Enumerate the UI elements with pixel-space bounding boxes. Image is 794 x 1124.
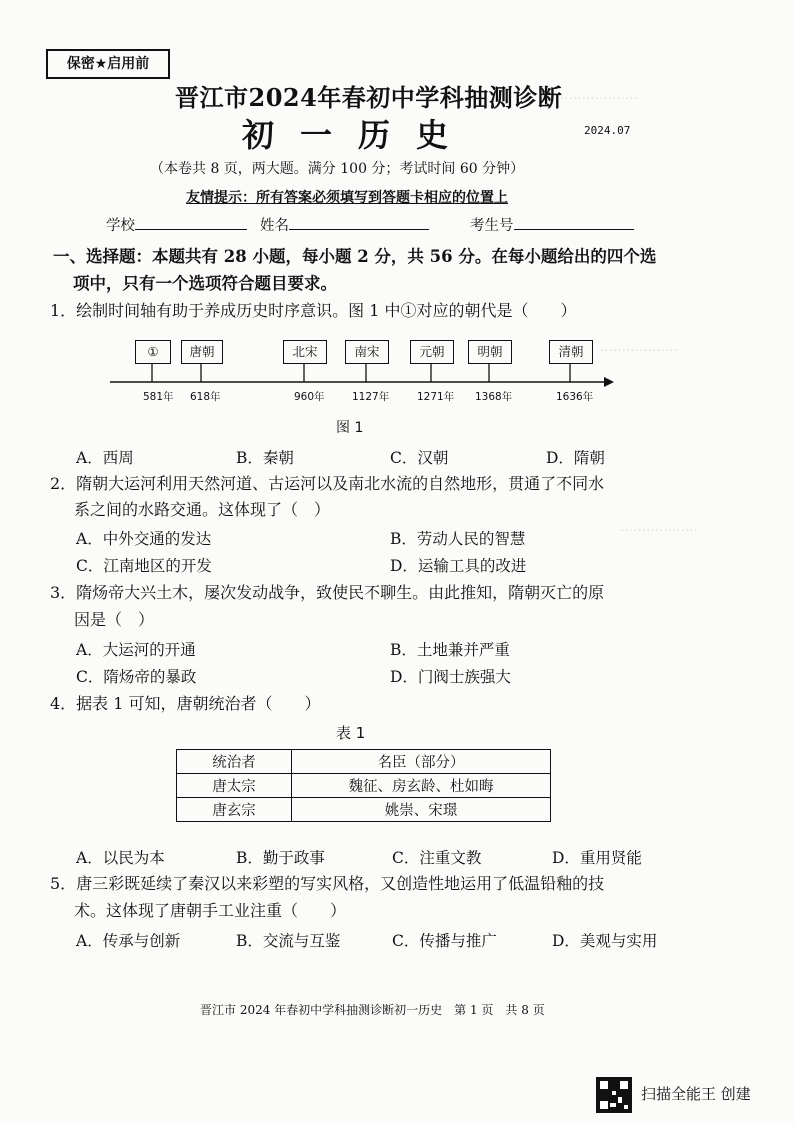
section-heading: 一、选择题：本题共有 28 小题，每小题 2 分，共 56 分。在每小题给出的四个选 [53,247,657,266]
timeline-box-qing: 清朝 [549,340,593,364]
q3-option-c[interactable]: C．隋炀帝的暴政 [76,668,197,686]
qr-code-icon [596,1077,632,1113]
scanner-watermark: 扫描全能王 创建 [641,1085,751,1103]
timeline-year-618: 618年 [190,391,221,403]
table-cell: 唐太宗 [177,774,292,798]
table-row [177,774,551,798]
q5-option-c[interactable]: C．传播与推广 [392,932,497,950]
bleed-through-text: ……………… [600,340,678,355]
timeline-box-ming: 明朝 [468,340,512,364]
bleed-through-text: ……………… [560,88,638,103]
exam-title: 晋江市2024年春初中学科抽测诊断 [175,83,563,112]
question-2-stem-cont: 系之间的水路交通。这体现了（ ） [74,500,331,519]
page-footer: 晋江市 2024 年春初中学科抽测诊断初一历史 第 1 页 共 8 页 [200,1003,545,1017]
table-caption: 表 1 [336,724,366,742]
section-heading-cont: 项中，只有一个选项符合题目要求。 [73,274,337,293]
table-cell: 唐玄宗 [177,798,292,822]
q1-option-c[interactable]: C．汉朝 [390,449,449,467]
q4-option-c[interactable]: C．注重文教 [392,849,482,867]
question-3-stem-cont: 因是（ ） [74,610,155,629]
q2-option-c[interactable]: C．江南地区的开发 [76,557,212,575]
table-header-row [177,750,551,774]
q5-option-a[interactable]: A．传承与创新 [76,932,181,950]
q5-option-d[interactable]: D．美观与实用 [552,932,658,950]
q1-option-b[interactable]: B．秦朝 [236,449,294,467]
timeline-year-1368: 1368年 [475,391,513,403]
school-label: 学校 [106,218,135,234]
question-5-stem-cont: 术。这体现了唐朝手工业注重（ ） [74,901,347,920]
question-4-stem: 4．据表 1 可知，唐朝统治者（ ） [50,694,321,713]
q1-option-a[interactable]: A．西周 [76,449,134,467]
table-header-cell: 名臣（部分） [292,750,551,774]
subject-title: 初一历史 [242,116,475,154]
question-5-stem: 5．唐三彩既延续了秦汉以来彩塑的写实风格，又创造性地运用了低温铅釉的技 [50,874,605,893]
table-row [177,798,551,822]
question-3-stem: 3．隋炀帝大兴土木，屡次发动战争，致使民不聊生。由此推知，隋朝灭亡的原 [50,583,605,602]
q4-option-d[interactable]: D．重用贤能 [552,849,642,867]
confidential-tag: 保密★启用前 [46,49,170,79]
q4-option-b[interactable]: B．勤于政事 [236,849,325,867]
exam-date: 2024.07 [584,124,631,137]
q3-option-d[interactable]: D．门阀士族强大 [390,668,511,686]
timeline-year-581: 581年 [143,391,174,403]
table-cell: 魏征、房玄龄、杜如晦 [292,774,551,798]
q5-option-b[interactable]: B．交流与互鉴 [236,932,341,950]
table-1 [176,749,551,822]
exam-note: （本卷共 8 页，两大题。满分 100 分；考试时间 60 分钟） [150,161,525,177]
timeline-year-1127: 1127年 [352,391,390,403]
table-cell: 姚崇、宋璟 [292,798,551,822]
q3-option-b[interactable]: B．土地兼并严重 [390,641,510,659]
question-2-stem: 2．隋朝大运河利用天然河道、古运河以及南北水流的自然地形，贯通了不同水 [50,474,605,493]
timeline-year-1271: 1271年 [417,391,455,403]
name-label: 姓名 [260,218,289,234]
timeline-box-unknown: ① [135,340,171,364]
timeline-box-tang: 唐朝 [181,340,223,364]
q2-option-b[interactable]: B．劳动人民的智慧 [390,530,526,548]
timeline-year-960: 960年 [294,391,325,403]
exam-number-label: 考生号 [470,218,514,234]
friendly-tip: 友情提示：所有答案必须填写到答题卡相应的位置上 [186,190,508,206]
q3-option-a[interactable]: A．大运河的开通 [76,641,196,659]
timeline-box-southern-song: 南宋 [345,340,389,364]
timeline-box-yuan: 元朝 [410,340,454,364]
table-header-cell: 统治者 [177,750,292,774]
bleed-through-text: ……………… [620,520,698,535]
figure-caption: 图 1 [336,420,364,436]
q1-option-d[interactable]: D．隋朝 [546,449,605,467]
question-1-stem: 1．绘制时间轴有助于养成历史时序意识。图 1 中①对应的朝代是（ ） [50,301,577,320]
q2-option-d[interactable]: D．运输工具的改进 [390,557,527,575]
q2-option-a[interactable]: A．中外交通的发达 [76,530,212,548]
timeline-axis [0,0,794,420]
timeline-box-northern-song: 北宋 [283,340,327,364]
timeline-year-1636: 1636年 [556,391,594,403]
q4-option-a[interactable]: A．以民为本 [76,849,165,867]
